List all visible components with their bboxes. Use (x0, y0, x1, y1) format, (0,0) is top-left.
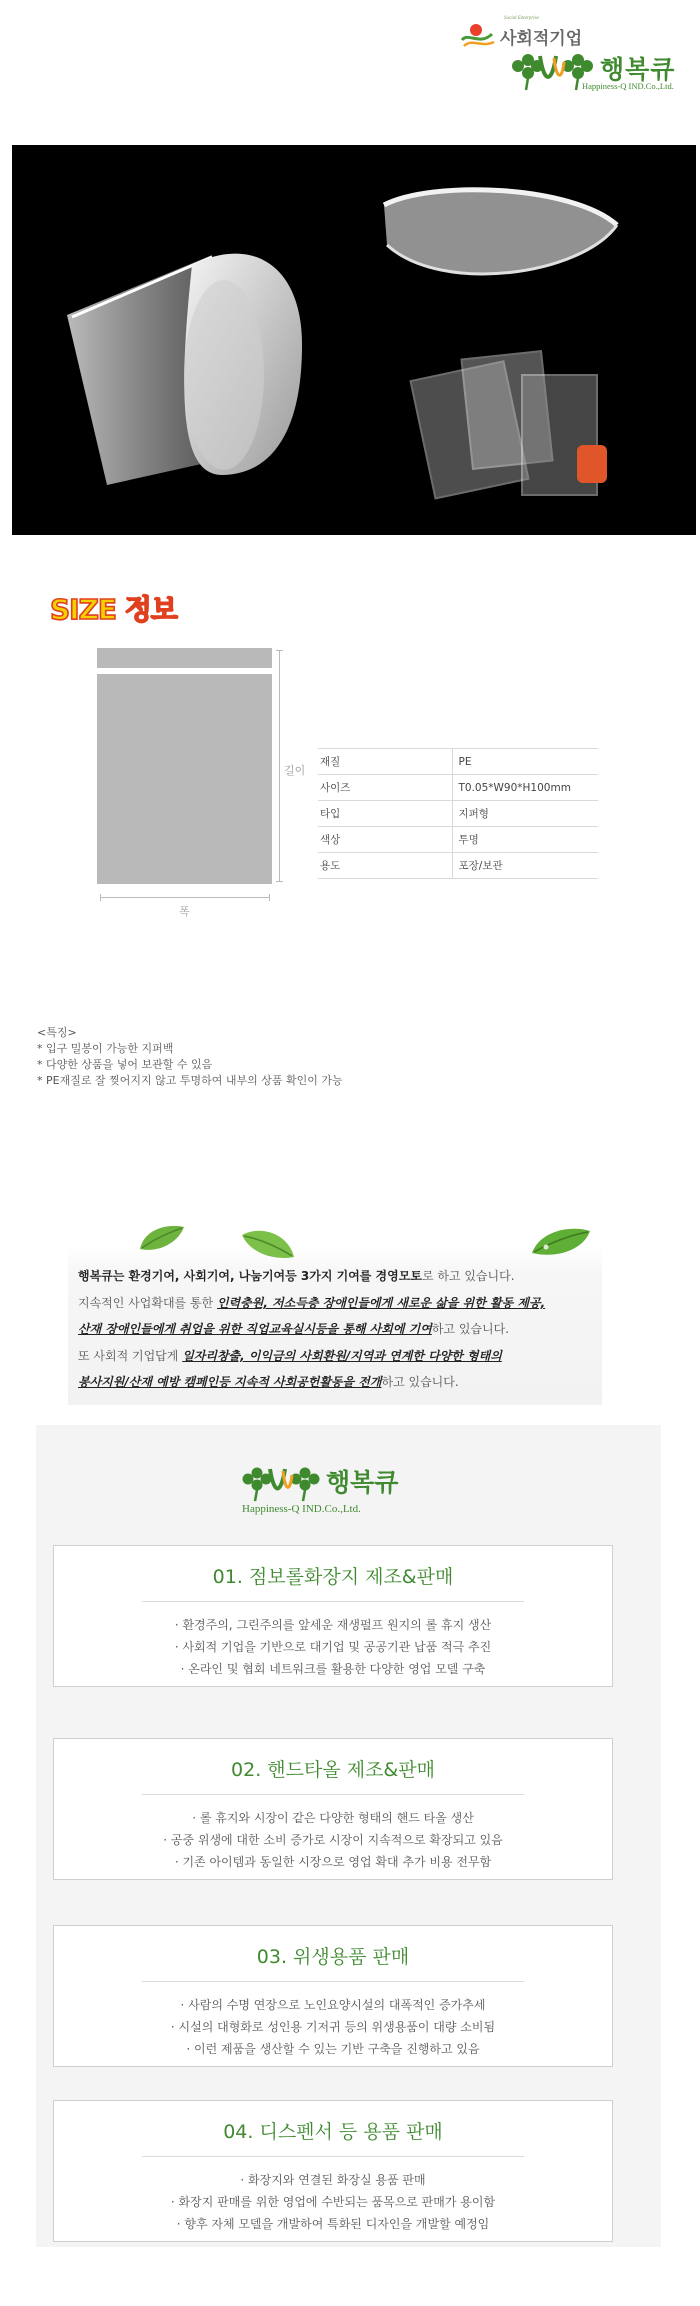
intro-line-2-emphasis: 인력충원, 저소득층 장애인들에게 새로운 삶을 위한 활동 제공, (216, 1296, 546, 1310)
business-line: · 사회적 기업을 기반으로 대기업 및 공공기관 납품 적극 추진 (174, 1640, 492, 1654)
spec-value: PE (452, 749, 598, 775)
intro-line-4 (78, 1347, 502, 1364)
size-info-title: SIZE 정보 (50, 593, 177, 626)
bag-zipper-diagram (97, 648, 272, 668)
business-line: · 환경주의, 그린주의를 앞세운 재생펄프 원지의 롤 휴지 생산 (174, 1618, 492, 1632)
intro-line-4-emphasis: 일자리창출, 이익금의 사회환원/지역과 연계한 다양한 형태의 (182, 1349, 502, 1363)
social-enterprise-logo-icon (458, 18, 496, 50)
intro-line-3 (78, 1320, 509, 1337)
company-intro (68, 1245, 602, 1405)
business-card-4 (53, 2100, 613, 2242)
leaf-icon (530, 1225, 592, 1259)
leaf-icon (138, 1223, 186, 1253)
divider (142, 1794, 524, 1795)
intro-line-3-tail: 하고 있습니다. (431, 1322, 510, 1336)
company-business-section (36, 1425, 661, 2247)
business-line: · 공중 위생에 대한 소비 증가로 시장이 지속적으로 확장되고 있음 (163, 1833, 503, 1847)
spec-row (318, 827, 598, 853)
features-heading: <특징> (37, 1026, 77, 1039)
height-label: 길이 (284, 764, 306, 777)
leaf-icon (240, 1227, 296, 1261)
brand-logo (452, 14, 692, 94)
spec-key: 색상 (318, 827, 452, 853)
width-dimension-line (100, 897, 270, 898)
product-photo (12, 145, 696, 535)
intro-line-3-emphasis: 산재 장애인들에게 취업을 위한 직업교육실시등을 통해 사회에 기여 (78, 1322, 432, 1336)
spec-row (318, 775, 598, 801)
business-line: · 롤 휴지와 시장이 같은 다양한 형태의 핸드 타올 생산 (192, 1811, 474, 1825)
bag-body-diagram (97, 674, 272, 884)
company-name: 행복큐 (326, 1468, 399, 1497)
intro-line-1-bold: 행복큐는 환경기여, 사회기여, 나눔기여등 3가지 기여를 경영모토 (78, 1269, 422, 1283)
spec-key: 사이즈 (318, 775, 452, 801)
business-title: 04. 디스펜서 등 용품 판매 (223, 2121, 443, 2143)
spec-row (318, 749, 598, 775)
feature-item: * PE재질로 잘 찢어지지 않고 투명하여 내부의 상품 확인이 가능 (37, 1074, 343, 1087)
divider (142, 2156, 524, 2157)
business-line: · 화장지와 연결된 화장실 용품 판매 (240, 2173, 426, 2187)
spec-key: 용도 (318, 853, 452, 879)
spec-value: 포장/보관 (452, 853, 598, 879)
intro-line-5 (78, 1373, 459, 1390)
business-card-3 (53, 1925, 613, 2067)
spec-value: 투명 (452, 827, 598, 853)
business-line: · 사람의 수명 연장으로 노인요양시설의 대폭적인 증가추세 (180, 1998, 486, 2012)
social-enterprise-label: 사회적기업 (500, 29, 583, 49)
spec-value: 지퍼형 (452, 801, 598, 827)
intro-line-2 (78, 1294, 545, 1311)
feature-item: * 다양한 상품을 넣어 보관할 수 있음 (37, 1058, 213, 1071)
spec-row (318, 853, 598, 879)
features-list (37, 1025, 343, 1089)
business-title: 02. 핸드타올 제조&판매 (231, 1759, 435, 1781)
spec-key: 타입 (318, 801, 452, 827)
clover-logo-icon (241, 1463, 321, 1503)
business-card-2 (53, 1738, 613, 1880)
brand-name-en: Happiness-Q IND.Co.,Ltd. (582, 81, 674, 91)
brand-tagline: Social Enterprise (504, 16, 539, 21)
zipper-bag-photo-image (12, 145, 696, 535)
business-line: · 화장지 판매를 위한 영업에 수반되는 품목으로 판매가 용이함 (170, 2195, 496, 2209)
spec-key: 재질 (318, 749, 452, 775)
feature-item: * 입구 밀봉이 가능한 지퍼백 (37, 1042, 174, 1055)
spec-table (318, 748, 598, 879)
intro-line-1 (78, 1267, 515, 1284)
spec-row (318, 801, 598, 827)
divider (142, 1601, 524, 1602)
intro-line-4-head: 또 사회적 기업답게 (78, 1349, 183, 1363)
intro-line-5-emphasis: 봉사지원/산재 예방 캠페인등 지속적 사회공헌활동을 전개 (78, 1375, 382, 1389)
intro-line-2-head: 지속적인 사업확대를 통한 (78, 1296, 217, 1310)
intro-line-5-tail: 하고 있습니다. (381, 1375, 459, 1389)
business-line: · 기존 아이템과 동일한 시장으로 영업 확대 추가 비용 전무함 (174, 1855, 492, 1869)
spec-value: T0.05*W90*H100mm (452, 775, 598, 801)
divider (142, 1981, 524, 1982)
brand-name: 행복큐 (600, 55, 676, 84)
company-name-en: Happiness-Q IND.Co.,Ltd. (242, 1503, 361, 1515)
business-line: · 온라인 및 협회 네트워크를 활용한 다양한 영업 모델 구축 (180, 1662, 486, 1676)
height-dimension-line (279, 650, 280, 882)
intro-line-1-tail: 로 하고 있습니다. (421, 1269, 515, 1283)
business-title: 01. 점보롤화장지 제조&판매 (212, 1566, 454, 1588)
business-line: · 이런 제품을 생산할 수 있는 기반 구축을 진행하고 있음 (186, 2042, 480, 2056)
business-title: 03. 위생용품 판매 (256, 1946, 410, 1968)
business-line: · 향후 자체 모델을 개발하여 특화된 디자인을 개발할 예정임 (176, 2217, 490, 2231)
width-label: 폭 (179, 905, 190, 918)
business-card-1 (53, 1545, 613, 1687)
business-line: · 시설의 대형화로 성인용 기저귀 등의 위생용품이 대량 소비됨 (170, 2020, 496, 2034)
